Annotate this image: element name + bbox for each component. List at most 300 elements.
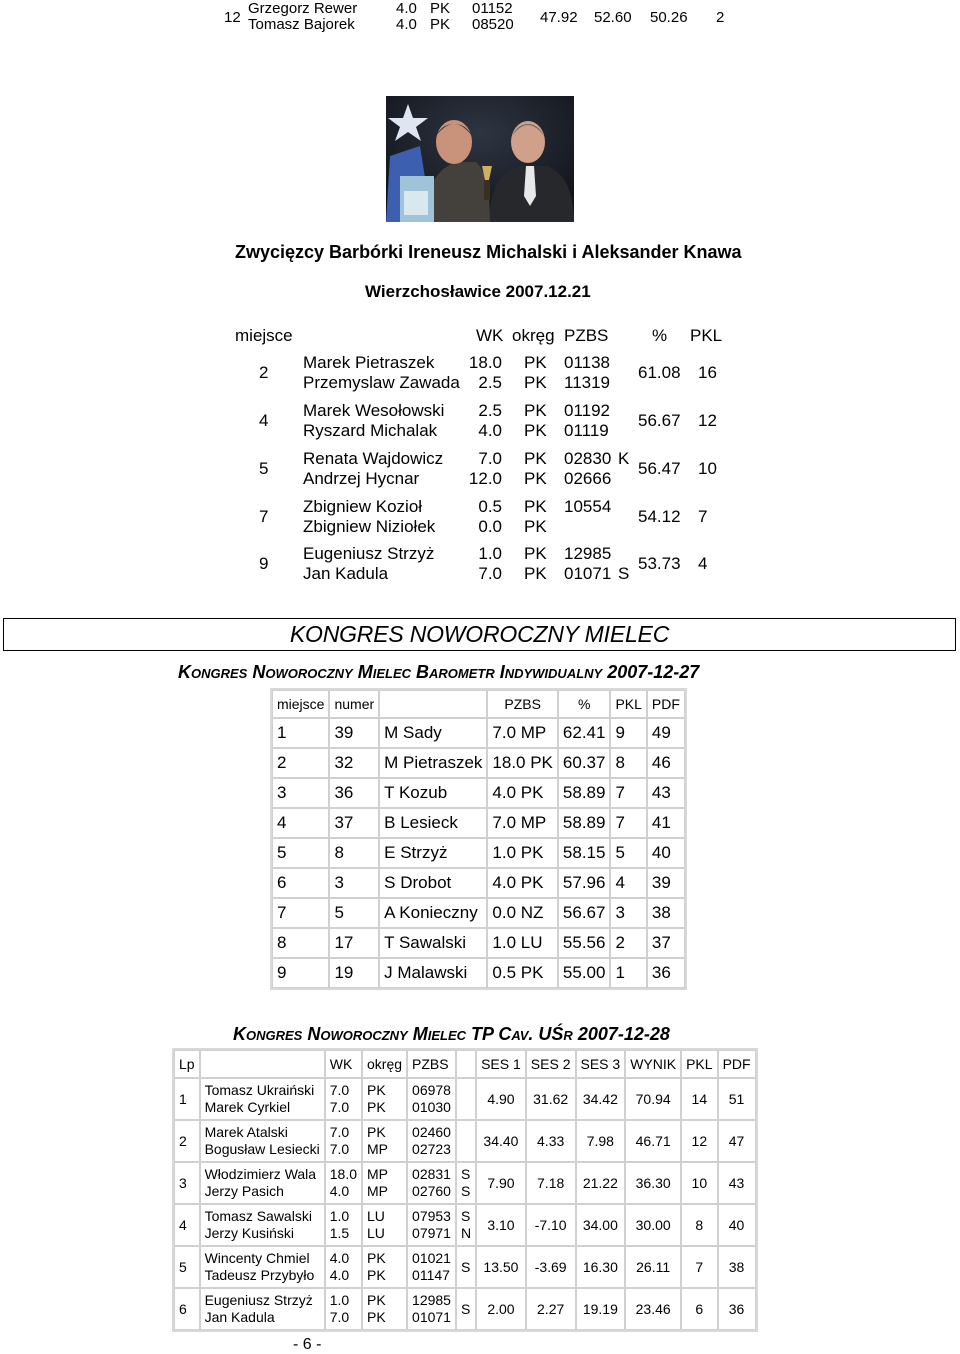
table1-cell: 60.37: [558, 748, 611, 778]
table2-okreg: MP: [367, 1183, 388, 1199]
table2-pdf: 38: [718, 1246, 756, 1288]
table2-pzbs-cell: [407, 1246, 456, 1288]
top-okreg-2: PK: [430, 16, 451, 33]
table2-pdf: 36: [718, 1288, 756, 1330]
result-player: Marek Pietraszek: [303, 353, 435, 372]
table1-cell: 4.0 PK: [487, 778, 558, 808]
winners-photo: [386, 96, 574, 222]
table1-cell: 2: [610, 928, 646, 958]
table1-cell: 58.89: [558, 808, 611, 838]
table2-flag-cell: [456, 1120, 476, 1162]
table1-cell: 62.41: [558, 718, 611, 748]
barometr-table: [270, 688, 687, 990]
table2-ses3: 7.98: [576, 1120, 626, 1162]
header-miejsce: miejsce: [235, 326, 293, 345]
table2-okreg-cell: [362, 1204, 407, 1246]
table1-cell: 4.0 PK: [487, 868, 558, 898]
section2-title: [233, 1024, 670, 1045]
table2-pzbs: 01030: [412, 1099, 451, 1115]
table2-row: [174, 1078, 756, 1120]
table2-flag-cell: [456, 1288, 476, 1330]
table2-okreg: LU: [367, 1225, 385, 1241]
table2-row: [174, 1288, 756, 1330]
table1-cell: 58.15: [558, 838, 611, 868]
table1-cell: 7: [610, 778, 646, 808]
table1-cell: 36: [329, 778, 379, 808]
table1-cell: 0.0 NZ: [487, 898, 558, 928]
top-wk-2: 4.0: [396, 16, 417, 33]
result-pkl: 10: [698, 459, 717, 478]
table2-pkl: 7: [681, 1246, 717, 1288]
top-score-2: 52.60: [594, 9, 632, 26]
table2-pzbs: 01147: [412, 1267, 450, 1283]
result-pzbs: 12985: [564, 544, 612, 563]
top-pzbs-1: 01152: [472, 0, 513, 17]
table2-players-cell: [200, 1120, 325, 1162]
table2-players: Marek Cyrkiel: [204, 1099, 291, 1115]
table1-row: [272, 808, 685, 838]
top-pzbs-2: 08520: [472, 16, 514, 33]
table1-cell: 17: [329, 928, 379, 958]
table1-cell: 3: [329, 868, 379, 898]
header-pzbs: PZBS: [564, 326, 609, 345]
top-pkl: 2: [716, 9, 725, 26]
table1-cell: 49: [647, 718, 685, 748]
table1-cell: B Lesieck: [379, 808, 487, 838]
table1-header-cell: [379, 690, 487, 718]
table1-cell: 5: [329, 898, 379, 928]
table2-okreg: PK: [367, 1309, 386, 1325]
table2-pzbs-cell: [407, 1288, 456, 1330]
table2-wk: 7.0: [329, 1141, 350, 1157]
table2-header-cell: WYNIK: [625, 1050, 681, 1078]
result-pct: 56.67: [638, 411, 681, 430]
result-suffix: S: [618, 564, 630, 583]
table2-header-row: [174, 1050, 756, 1078]
top-okreg-1: PK: [430, 0, 451, 17]
table1-cell: M Sady: [379, 718, 487, 748]
table2-flag-cell: [456, 1162, 476, 1204]
table1-cell: 5: [610, 838, 646, 868]
table2-header-cell: SES 1: [476, 1050, 526, 1078]
table1-cell: 6: [272, 868, 329, 898]
table2-pdf: 51: [718, 1078, 756, 1120]
table2-header-cell: WK: [325, 1050, 362, 1078]
table2-header-cell: SES 3: [576, 1050, 626, 1078]
table2-pzbs: 02831: [412, 1166, 451, 1182]
table2-ses1: 2.00: [476, 1288, 526, 1330]
table1-cell: 1.0 PK: [487, 838, 558, 868]
table2-header-cell: [456, 1050, 476, 1078]
result-pzbs: 01192: [564, 401, 611, 420]
table2-okreg: PK: [367, 1082, 386, 1098]
table2-okreg: PK: [367, 1124, 386, 1140]
table2-wk: 7.0: [329, 1309, 350, 1325]
table2-players: Jerzy Kusiński: [204, 1225, 295, 1241]
table1-header-cell: numer: [329, 690, 379, 718]
table2-ses3: 16.30: [576, 1246, 626, 1288]
table2-ses1: 13.50: [476, 1246, 526, 1288]
result-pzbs: 01119: [564, 421, 609, 440]
table1-cell: 38: [647, 898, 685, 928]
top-wk-1: 4.0: [396, 0, 417, 17]
table1-cell: 7: [610, 808, 646, 838]
table1-header-cell: PDF: [647, 690, 685, 718]
table2-row: [174, 1204, 756, 1246]
table1-cell: 37: [329, 808, 379, 838]
table1-cell: 1: [610, 958, 646, 988]
table2-ses3: 19.19: [576, 1288, 626, 1330]
table2-pzbs: 06978: [412, 1082, 451, 1098]
result-pzbs: 02830: [564, 449, 612, 468]
result-player: Jan Kadula: [303, 564, 389, 583]
result-okreg: PK: [524, 564, 547, 583]
result-pzbs: 01071: [564, 564, 612, 583]
result-pzbs: 11319: [564, 373, 611, 392]
table2-okreg: LU: [367, 1208, 385, 1224]
table2-players: Jan Kadula: [204, 1309, 275, 1325]
table2-players: Tomasz Ukraiński: [204, 1082, 315, 1098]
table2-okreg-cell: [362, 1078, 407, 1120]
table2-wynik: 36.30: [625, 1162, 681, 1204]
table2-ses2: -3.69: [526, 1246, 576, 1288]
table2-players: Włodzimierz Wala: [204, 1166, 317, 1182]
table1-header-cell: miejsce: [272, 690, 329, 718]
table2-ses2: 4.33: [526, 1120, 576, 1162]
table2-pzbs-cell: [407, 1120, 456, 1162]
table2-header-cell: okręg: [362, 1050, 407, 1078]
photo-caption: Zwycięzcy Barbórki Ireneusz Michalski i Aleksander Knawa: [235, 242, 742, 262]
table1-cell: 40: [647, 838, 685, 868]
result-wk: 0.0: [478, 517, 502, 536]
table1-cell: S Drobot: [379, 868, 487, 898]
table1-cell: 8: [272, 928, 329, 958]
result-wk: 7.0: [478, 564, 502, 583]
table1-cell: 1: [272, 718, 329, 748]
table1-cell: 7.0 MP: [487, 808, 558, 838]
table1-cell: 19: [329, 958, 379, 988]
table2-okreg: PK: [367, 1250, 386, 1266]
table2-header-cell: PKL: [681, 1050, 717, 1078]
table2-ses1: 34.40: [476, 1120, 526, 1162]
result-okreg: PK: [524, 373, 547, 392]
table1-header-cell: PZBS: [487, 690, 558, 718]
table1-cell: 0.5 PK: [487, 958, 558, 988]
table2-pkl: 8: [681, 1204, 717, 1246]
table2-players-cell: [200, 1246, 325, 1288]
table1-cell: 43: [647, 778, 685, 808]
table2-players-cell: [200, 1162, 325, 1204]
result-pkl: 12: [698, 411, 717, 430]
table2-ses1: 4.90: [476, 1078, 526, 1120]
table2-header-cell: SES 2: [526, 1050, 576, 1078]
result-pkl: 16: [698, 363, 717, 382]
table2-wk-cell: [325, 1204, 362, 1246]
table2-ses2: -7.10: [526, 1204, 576, 1246]
table1-header-cell: %: [558, 690, 611, 718]
result-place: 7: [259, 507, 269, 526]
table1-row: [272, 958, 685, 988]
table2-players: Marek Atalski: [204, 1124, 288, 1140]
table1-header-row: [272, 690, 685, 718]
table2-flag: S: [460, 1166, 471, 1182]
table1-cell: 39: [329, 718, 379, 748]
table1-cell: 4: [272, 808, 329, 838]
table1-cell: 8: [329, 838, 379, 868]
result-pct: 54.12: [638, 507, 681, 526]
table1-cell: 18.0 PK: [487, 748, 558, 778]
table2-okreg: MP: [367, 1141, 388, 1157]
table2-okreg-cell: [362, 1288, 407, 1330]
table2-ses1: 7.90: [476, 1162, 526, 1204]
result-wk: 7.0: [478, 449, 502, 468]
table2-wk: 1.0: [329, 1208, 350, 1224]
result-pkl: 4: [698, 554, 708, 573]
top-score-1: 47.92: [540, 9, 578, 26]
table2-pzbs-cell: [407, 1162, 456, 1204]
table2-wk: 1.0: [329, 1292, 350, 1308]
table1-cell: 9: [610, 718, 646, 748]
result-wk: 18.0: [468, 353, 502, 372]
table2-pdf: 43: [718, 1162, 756, 1204]
table2-pzbs: 02760: [412, 1183, 451, 1199]
header-pct: %: [652, 326, 668, 345]
table2-header-cell: [200, 1050, 325, 1078]
result-wk: 4.0: [478, 421, 502, 440]
table2-pzbs: 12985: [412, 1292, 451, 1308]
table1-cell: M Pietraszek: [379, 748, 487, 778]
table1-cell: 4: [610, 868, 646, 898]
table2-ses2: 2.27: [526, 1288, 576, 1330]
table2-players: Tomasz Sawalski: [204, 1208, 312, 1224]
result-okreg: PK: [524, 449, 547, 468]
table2-wk: 4.0: [329, 1183, 350, 1199]
table2-flag-cell: [456, 1078, 476, 1120]
table2-pzbs: 01021: [412, 1250, 451, 1266]
table2-players: Wincenty Chmiel: [204, 1250, 310, 1266]
top-place: 12: [224, 9, 241, 26]
table2-ses2: 7.18: [526, 1162, 576, 1204]
table2-flag-cell: [456, 1204, 476, 1246]
table2-players-cell: [200, 1204, 325, 1246]
table1-row: [272, 718, 685, 748]
result-wk: 2.5: [478, 401, 502, 420]
table2-pzbs: 07953: [412, 1208, 451, 1224]
result-player: Przemyslaw Zawada: [303, 373, 460, 392]
table2-lp: 3: [174, 1162, 200, 1204]
table1-cell: 55.56: [558, 928, 611, 958]
table2-header-cell: Lp: [174, 1050, 200, 1078]
table2-okreg: MP: [367, 1166, 388, 1182]
table2-pzbs: 01071: [412, 1309, 451, 1325]
table2-wk: 4.0: [329, 1267, 350, 1283]
top-player-2: Tomasz Bajorek: [248, 16, 355, 33]
table2-row: [174, 1120, 756, 1162]
table2-wk: 7.0: [329, 1082, 350, 1098]
result-okreg: PK: [524, 401, 547, 420]
table2-players: Bogusław Lesiecki: [204, 1141, 320, 1157]
table2-lp: 2: [174, 1120, 200, 1162]
result-player: Andrzej Hycnar: [303, 469, 420, 488]
table1-cell: 39: [647, 868, 685, 898]
table1-cell: J Malawski: [379, 958, 487, 988]
result-pct: 56.47: [638, 459, 681, 478]
table2-players: Eugeniusz Strzyż: [204, 1292, 313, 1308]
table2-ses3: 34.42: [576, 1078, 626, 1120]
table2-wynik: 23.46: [625, 1288, 681, 1330]
table2-players: Tadeusz Przybyło: [204, 1267, 315, 1283]
result-place: 2: [259, 363, 269, 382]
result-wk: 12.0: [468, 469, 502, 488]
table1-cell: 55.00: [558, 958, 611, 988]
table1-row: [272, 778, 685, 808]
table2-okreg-cell: [362, 1162, 407, 1204]
table2-wk-cell: [325, 1288, 362, 1330]
table2-pdf: 40: [718, 1204, 756, 1246]
result-wk: 2.5: [478, 373, 502, 392]
table2-players: Jerzy Pasich: [204, 1183, 284, 1199]
table2-wk-cell: [325, 1162, 362, 1204]
header-pkl: PKL: [690, 326, 723, 345]
table1-cell: 9: [272, 958, 329, 988]
table1-cell: 2: [272, 748, 329, 778]
table2-okreg-cell: [362, 1120, 407, 1162]
table1-cell: T Kozub: [379, 778, 487, 808]
table1-row: [272, 838, 685, 868]
table2-wynik: 26.11: [625, 1246, 681, 1288]
table2-pkl: 10: [681, 1162, 717, 1204]
section1-title: [178, 662, 699, 683]
table2-okreg: PK: [367, 1099, 386, 1115]
table2-wk-cell: [325, 1078, 362, 1120]
table2-pkl: 14: [681, 1078, 717, 1120]
section1-title-text: Kongres Noworoczny Mielec Barometr Indywidualny 2007-12-27: [178, 662, 700, 682]
banner: KONGRES NOWOROCZNY MIELEC: [3, 618, 956, 651]
table1-cell: A Konieczny: [379, 898, 487, 928]
result-pct: 61.08: [638, 363, 681, 382]
table2-ses2: 31.62: [526, 1078, 576, 1120]
result-suffix: K: [618, 449, 630, 468]
table2-flag: S: [460, 1183, 471, 1199]
table1-cell: E Strzyż: [379, 838, 487, 868]
top-score-3: 50.26: [650, 9, 688, 26]
result-pzbs: 10554: [564, 497, 612, 516]
table1-cell: 7: [272, 898, 329, 928]
table1-cell: 56.67: [558, 898, 611, 928]
table2-pzbs-cell: [407, 1078, 456, 1120]
table2-ses3: 21.22: [576, 1162, 626, 1204]
table2-header-cell: PDF: [718, 1050, 756, 1078]
table2-players-cell: [200, 1288, 325, 1330]
table1-cell: 36: [647, 958, 685, 988]
table2-okreg: PK: [367, 1267, 386, 1283]
table2-flag: S: [460, 1208, 471, 1224]
table2-wynik: 70.94: [625, 1078, 681, 1120]
table2-pzbs: 02723: [412, 1141, 451, 1157]
table2-lp: 4: [174, 1204, 200, 1246]
table1-row: [272, 748, 685, 778]
result-wk: 1.0: [478, 544, 502, 563]
table2-flag: N: [460, 1225, 472, 1241]
table2-wk-cell: [325, 1246, 362, 1288]
result-player: Zbigniew Kozioł: [303, 497, 423, 516]
table1-cell: 58.89: [558, 778, 611, 808]
table1-header-cell: PKL: [610, 690, 646, 718]
table2-flag: S: [460, 1258, 471, 1275]
result-okreg: PK: [524, 353, 547, 372]
table2-players-cell: [200, 1078, 325, 1120]
table2-row: [174, 1246, 756, 1288]
table1-cell: 8: [610, 748, 646, 778]
table2-okreg: PK: [367, 1292, 386, 1308]
table2-flag: S: [460, 1300, 471, 1317]
table2-wynik: 30.00: [625, 1204, 681, 1246]
result-player: Renata Wajdowicz: [303, 449, 444, 468]
result-okreg: PK: [524, 517, 547, 536]
table2-wk: 1.5: [329, 1225, 350, 1241]
table2-ses1: 3.10: [476, 1204, 526, 1246]
table2-okreg-cell: [362, 1246, 407, 1288]
table2-flag-cell: [456, 1246, 476, 1288]
result-place: 5: [259, 459, 269, 478]
header-wk: WK: [476, 326, 504, 345]
table2-lp: 6: [174, 1288, 200, 1330]
page-number: - 6 -: [293, 1336, 322, 1353]
table1-cell: T Sawalski: [379, 928, 487, 958]
result-place: 4: [259, 411, 269, 430]
table2-pzbs: 07971: [412, 1225, 451, 1241]
table1-cell: 57.96: [558, 868, 611, 898]
result-pct: 53.73: [638, 554, 681, 573]
table2-pdf: 47: [718, 1120, 756, 1162]
table2-row: [174, 1162, 756, 1204]
event-title: Wierzchosławice 2007.12.21: [365, 282, 591, 301]
result-okreg: PK: [524, 469, 547, 488]
table1-row: [272, 898, 685, 928]
result-player: Zbigniew Niziołek: [303, 517, 436, 536]
table2-wk-cell: [325, 1120, 362, 1162]
result-player: Marek Wesołowski: [303, 401, 445, 420]
result-player: Eugeniusz Strzyż: [303, 544, 435, 563]
table1-cell: 3: [610, 898, 646, 928]
table2-header-cell: PZBS: [407, 1050, 456, 1078]
table2-pkl: 12: [681, 1120, 717, 1162]
table2-ses3: 34.00: [576, 1204, 626, 1246]
table1-row: [272, 868, 685, 898]
table1-cell: 37: [647, 928, 685, 958]
table1-cell: 5: [272, 838, 329, 868]
table2-wk: 7.0: [329, 1099, 350, 1115]
result-okreg: PK: [524, 421, 547, 440]
pairs-table: [172, 1048, 758, 1332]
table2-lp: 5: [174, 1246, 200, 1288]
table2-wynik: 46.71: [625, 1120, 681, 1162]
result-pzbs: 02666: [564, 469, 612, 488]
table2-wk: 7.0: [329, 1124, 350, 1140]
table2-pzbs-cell: [407, 1204, 456, 1246]
table1-cell: 41: [647, 808, 685, 838]
result-okreg: PK: [524, 497, 547, 516]
result-wk: 0.5: [478, 497, 502, 516]
header-okreg: okręg: [512, 326, 555, 345]
table1-cell: 3: [272, 778, 329, 808]
table1-cell: 46: [647, 748, 685, 778]
table1-cell: 1.0 LU: [487, 928, 558, 958]
table2-wk: 18.0: [329, 1166, 357, 1182]
result-okreg: PK: [524, 544, 547, 563]
table2-pzbs: 02460: [412, 1124, 451, 1140]
section2-title-text: Kongres Noworoczny Mielec TP Cav. UŚr 2007-12-28: [233, 1024, 670, 1044]
